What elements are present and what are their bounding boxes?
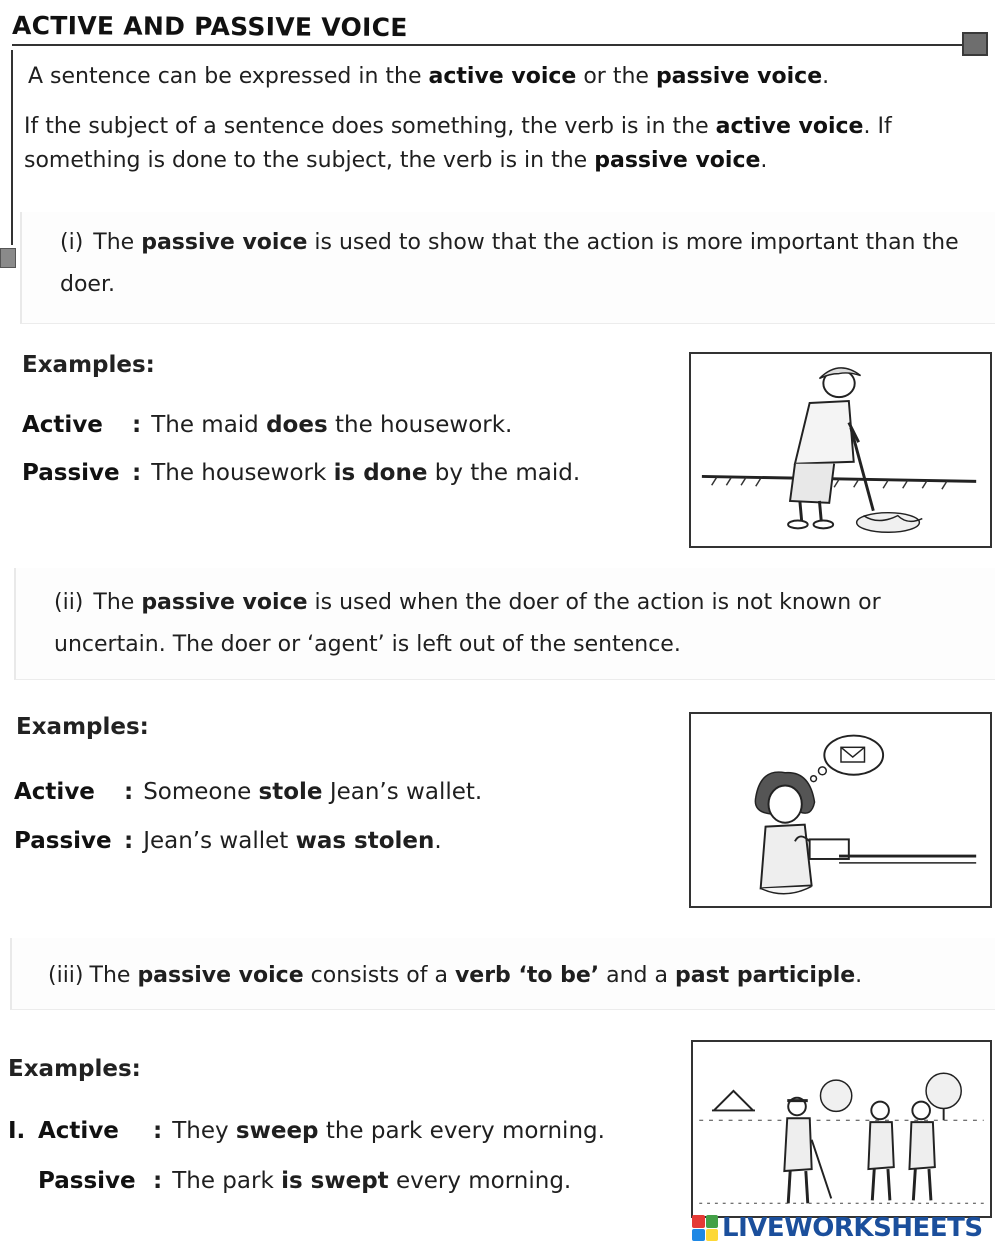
example-1-passive: Passive : The housework is done by the maid.	[22, 460, 581, 486]
example-1-active: Active : The maid does the housework.	[22, 412, 513, 438]
left-border-line	[11, 50, 13, 245]
examples-heading-2: Examples:	[16, 714, 149, 740]
watermark-text: LIVEWORKSHEETS	[722, 1213, 983, 1243]
corner-square-decoration	[962, 32, 988, 56]
park-sweepers-illustration	[691, 1040, 992, 1218]
left-square-decoration	[0, 248, 16, 268]
intro-line-2: If the subject of a sentence does something, the verb is in the active voice. If something is done to the subject, the verb is in the passive voice.	[24, 114, 892, 174]
page-title: ACTIVE AND PASSIVE VOICE	[11, 10, 408, 43]
example-3-index: I.	[8, 1118, 26, 1144]
logo-cell	[692, 1229, 705, 1242]
maid-mopping-illustration	[689, 352, 992, 548]
rule-text-3: (iii) The passive voice consists of a verb ‘to be’ and a past participle.	[48, 955, 988, 997]
rule-number-2: (ii)	[54, 590, 84, 615]
title-underline	[12, 44, 962, 46]
logo-cell	[692, 1215, 705, 1228]
rule-number-3: (iii)	[48, 963, 84, 988]
liveworksheets-logo-icon	[692, 1215, 718, 1241]
logo-cell	[706, 1229, 719, 1242]
rule-number-1: (i)	[60, 230, 84, 255]
liveworksheets-watermark	[692, 1212, 983, 1244]
rule-text-1: (i) The passive voice is used to show that the action is more important than the doer.	[60, 222, 970, 306]
example-2-active: Active : Someone stole Jean’s wallet.	[14, 779, 483, 805]
example-3-active: I. Active : They sweep the park every morning.	[8, 1118, 605, 1144]
example-3-passive: Passive : The park is swept every morning.	[38, 1168, 572, 1194]
examples-heading-1: Examples:	[22, 352, 155, 378]
rule-text-2: (ii) The passive voice is used when the doer of the action is not known or uncertain. The doer or ‘agent’ is left out of the sentence.	[54, 582, 964, 666]
logo-cell	[706, 1215, 719, 1228]
intro-line-1: A sentence can be expressed in the active voice or the passive voice.	[28, 64, 830, 89]
jean-wallet-illustration	[689, 712, 992, 908]
examples-heading-3: Examples:	[8, 1056, 141, 1082]
example-2-passive: Passive : Jean’s wallet was stolen.	[14, 828, 442, 854]
